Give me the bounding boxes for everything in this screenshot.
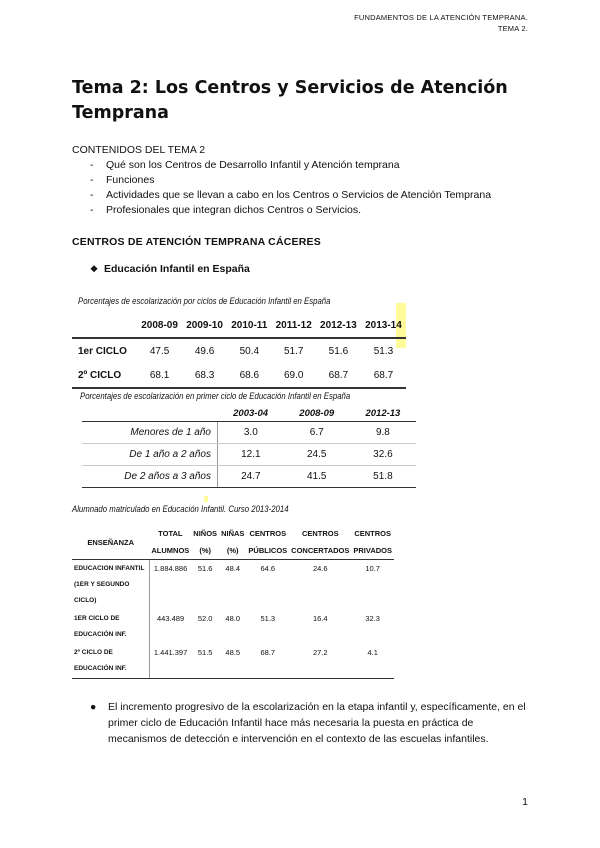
header-line-1: FUNDAMENTOS DE LA ATENCIÓN TEMPRANA.: [354, 13, 528, 22]
table-header: 2008-09: [284, 405, 350, 422]
list-item: - Actividades que se llevan a cabo en los Centros o Servicios de Atención Temprana: [72, 188, 491, 203]
table3-caption: Alumnado matriculado en Educación Infantil. Curso 2013-2014: [72, 504, 289, 515]
contents-heading: CONTENIDOS DEL TEMA 2: [72, 144, 206, 156]
table-header: [72, 313, 137, 338]
table-row: 1er CICLO 47.5 49.6 50.4 51.7 51.6 51.3: [78, 345, 394, 357]
table-header: CENTROS CONCERTADOS: [289, 525, 351, 560]
highlight-mark: [204, 496, 208, 502]
list-item: - Profesionales que integran dichos Centros o Servicios.: [72, 203, 491, 218]
table-first-cycle-schooling: [82, 405, 416, 488]
table-header: 2009-10: [182, 313, 227, 338]
table-header: 2011-12: [272, 313, 316, 338]
table-header: CENTROS PÚBLICOS: [246, 525, 289, 560]
table-header: 2010-11: [227, 313, 271, 338]
table-header: CENTROS PRIVADOS: [351, 525, 394, 560]
bullet-paragraph: [90, 699, 530, 747]
paragraph-text: El incremento progresivo de la escolarización en la etapa infantil y, específicamente, en el primer ciclo de Educación Infantil hace más necesaria la puesta en práctica de mecanismos de detección e intervención en el contexto de las escuelas infantiles.: [108, 701, 526, 745]
table-schooling-by-cycle: [72, 313, 406, 389]
header-line-2: TEMA 2.: [497, 24, 528, 33]
table-header: 2003-04: [218, 405, 284, 422]
table-row: 2º CICLO DE EDUCACIÓN INF. 1.441.397 51.5 48.5 68.7 27.2 4.1: [72, 644, 394, 679]
table-row: De 2 años a 3 años 24.7 41.5 51.8: [82, 466, 416, 488]
subsection-heading: [90, 263, 250, 275]
table-header: NIÑOS (%): [191, 525, 219, 560]
section-heading: CENTROS DE ATENCIÓN TEMPRANA CÁCERES: [72, 236, 321, 248]
page-title: Tema 2: Los Centros y Servicios de Atención Temprana: [72, 78, 508, 123]
bullet-dot-icon: ●: [90, 701, 97, 713]
table-header: ENSEÑANZA: [72, 525, 149, 560]
table-row: De 1 año a 2 años 12.1 24.5 32.6: [82, 444, 416, 466]
table-row: EDUCACION INFANTIL (1ER Y SEGUNDO CICLO) 1.884.886 51.6 48.4 64.6 24.6 10.7: [72, 560, 394, 611]
table-row: 2º CICLO 68.1 68.3 68.6 69.0 68.7 68.7: [72, 363, 406, 388]
list-item: - Funciones: [72, 173, 491, 188]
table-header: NIÑAS (%): [219, 525, 246, 560]
contents-block: [72, 143, 491, 218]
table-header: 2012-13: [350, 405, 416, 422]
table-header: TOTAL ALUMNOS: [149, 525, 191, 560]
table-header: [82, 405, 218, 422]
table1-caption: Porcentajes de escolarización por ciclos de Educación Infantil en España: [78, 296, 331, 307]
running-header: [354, 12, 528, 34]
list-item: - Qué son los Centros de Desarrollo Infantil y Atención temprana: [72, 158, 491, 173]
subsection-label: Educación Infantil en España: [104, 263, 250, 275]
table-enrolled-students: [72, 525, 394, 679]
table-row: 1ER CICLO DE EDUCACIÓN INF. 443.489 52.0 48.0 51.3 16.4 32.3: [72, 610, 394, 644]
contents-list: [72, 158, 491, 218]
table2-caption: Porcentajes de escolarización en primer ciclo de Educación Infantil en España: [80, 391, 351, 402]
diamond-bullet-icon: ❖: [90, 264, 99, 274]
table-header: 2013-14: [361, 313, 406, 338]
table-header: 2012-13: [316, 313, 361, 338]
table-header: 2008-09: [137, 313, 182, 338]
table-row: Menores de 1 año 3.0 6.7 9.8: [82, 422, 416, 444]
page-number: 1: [522, 796, 528, 808]
